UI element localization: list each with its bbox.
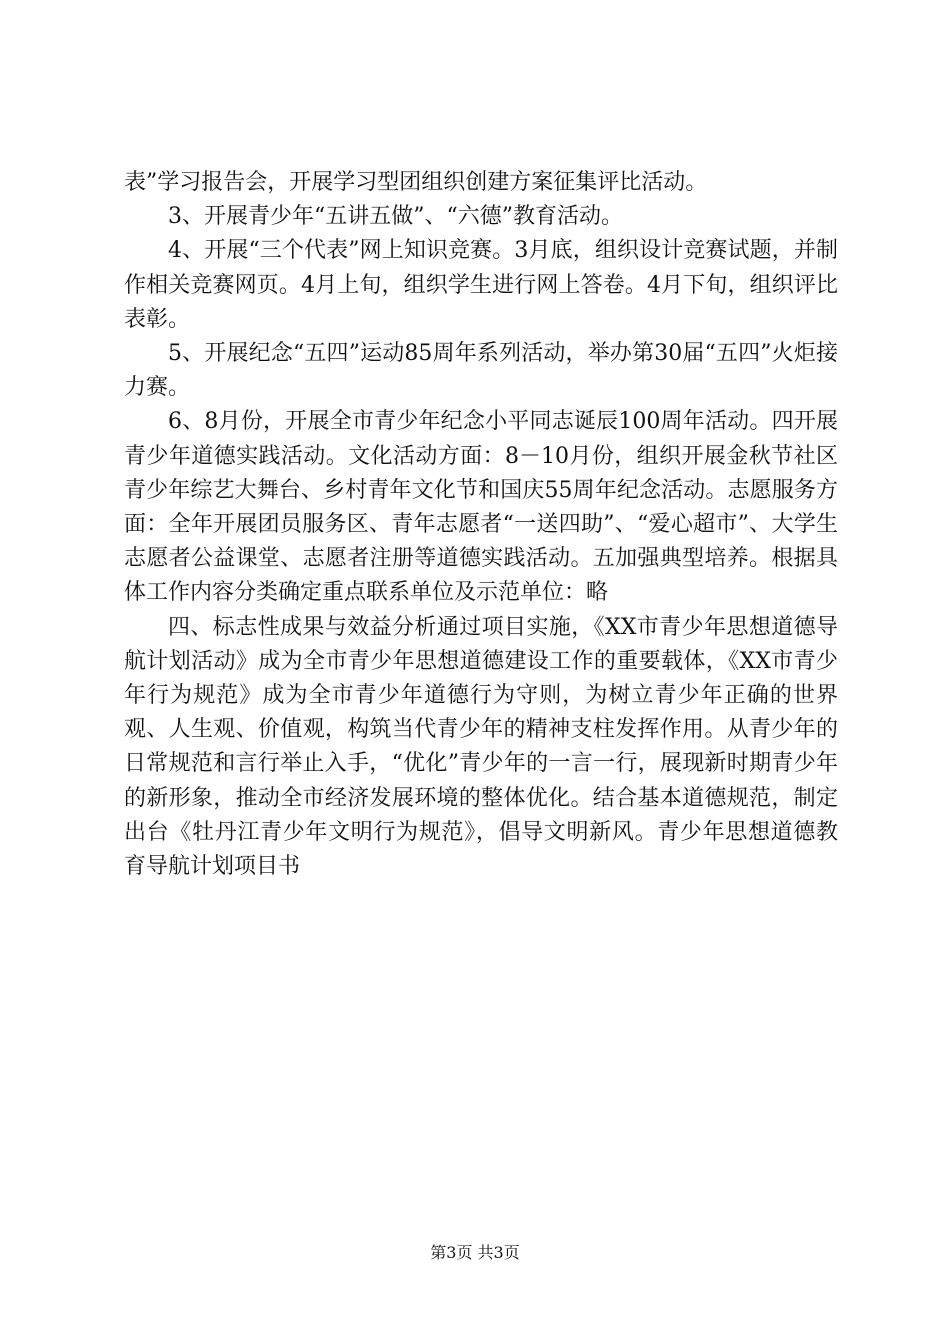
page-footer: 第3页 共3页 — [430, 1243, 520, 1262]
paragraph-item-4: 4、开展“三个代表”网上知识竞赛。3月底，组织设计竞赛试题，并制作相关竞赛网页。4月上旬，组织学生进行网上答卷。4月下旬，组织评比表彰。 — [124, 238, 838, 332]
paragraph-item-5: 5、开展纪念“五四”运动85周年系列活动，举办第30届“五四”火炬接力赛。 — [124, 341, 838, 401]
paragraph-item-3: 3、开展青少年“五讲五做”、“六德”教育活动。 — [168, 204, 623, 230]
paragraph-continuation: 表”学习报告会，开展学习型团组织创建方案征集评比活动。 — [124, 170, 708, 195]
paragraph-item-6: 6、8月份，开展全市青少年纪念小平同志诞辰100周年活动。四开展青少年道德实践活动。文化活动方面：8－10月份，组织开展金秋节社区青少年综艺大舞台、乡村青年文化节和国庆55周年纪念活动。志愿服务方面：全年开展团员服务区、青年志愿者“一送四助”、“爱心超市”、大学生志愿者公益课堂、志愿者注册等道德实践活动。五加强典型培养。根据具体工作内容分类确定重点联系单位及示范单位：略 — [124, 409, 838, 606]
document-body — [124, 166, 838, 884]
paragraph-section-4: 四、标志性成果与效益分析通过项目实施，《XX市青少年思想道德导航计划活动》成为全市青少年思想道德建设工作的重要载体，《XX市青少年行为规范》成为全市青少年道德行为守则，为树立青少年正确的世界观、人生观、价值观，构筑当代青少年的精神支柱发挥作用。从青少年的日常规范和言行举止入手，“优化”青少年的一言一行，展现新时期青少年的新形象，推动全市经济发展环境的整体优化。结合基本道德规范，制定出台《牡丹江青少年文明行为规范》，倡导文明新风。青少年思想道德教育导航计划项目书 — [124, 614, 838, 880]
